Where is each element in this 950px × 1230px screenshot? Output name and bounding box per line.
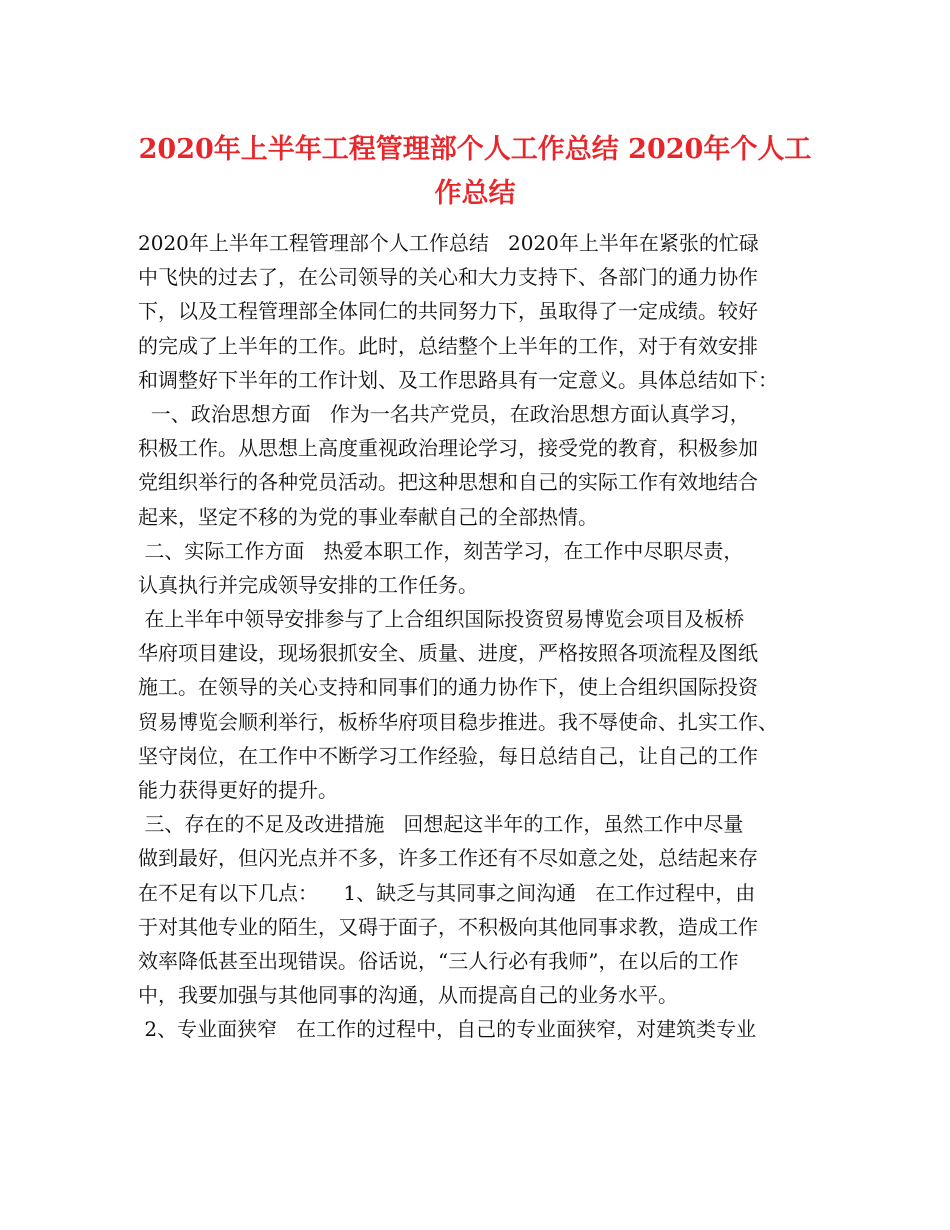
body-line: 起来，坚定不移的为党的事业奉献自己的全部热情。 [138, 504, 598, 529]
body-line: 于对其他专业的陌生，又碍于面子，不积极向其他同事求教，造成工作 [138, 914, 758, 939]
body-line: 积极工作。从思想上高度重视政治理论学习，接受党的教育，积极参加 [138, 436, 758, 461]
body-line: 贸易博览会顺利举行，板桥华府项目稳步推进。我不辱使命、扎实工作、 [138, 709, 778, 734]
body-line: 一、政治思想方面 作为一名共产党员，在政治思想方面认真学习， [138, 401, 750, 426]
body-line: 施工。在领导的关心支持和同事们的通力协作下，使上合组织国际投资 [138, 675, 758, 700]
body-line: 2020年上半年工程管理部个人工作总结 2020年上半年在紧张的忙碌 [138, 231, 759, 255]
body-line: 坚守岗位，在工作中不断学习工作经验，每日总结自己，让自己的工作 [138, 743, 758, 768]
body-line: 的完成了上半年的工作。此时，总结整个上半年的工作，对于有效安排 [138, 333, 758, 358]
body-line: 党组织举行的各种党员活动。把这种思想和自己的实际工作有效地结合 [138, 470, 758, 495]
body-line: 能力获得更好的提升。 [138, 778, 338, 802]
body-line: 和调整好下半年的工作计划、及工作思路具有一定意义。具体总结如下： [138, 367, 778, 392]
title-line-1: 2020年上半年工程管理部个人工作总结 2020年个人工 [138, 134, 812, 165]
document-title [120, 128, 830, 216]
body-line: 在上半年中领导安排参与了上合组织国际投资贸易博览会项目及板桥 [138, 607, 745, 632]
body-line: 2、专业面狭窄 在工作的过程中，自己的专业面狭窄，对建筑类专业 [138, 1017, 757, 1042]
body-line: 中，我要加强与其他同事的沟通，从而提高自己的业务水平。 [138, 983, 678, 1008]
body-line: 三、存在的不足及改进措施 回想起这半年的工作，虽然工作中尽量 [138, 812, 744, 837]
document-body [138, 226, 828, 1047]
body-line: 在不足有以下几点： 1、缺乏与其同事之间沟通 在工作过程中，由 [138, 880, 756, 905]
body-line: 认真执行并完成领导安排的工作任务。 [138, 572, 478, 597]
body-line: 下，以及工程管理部全体同仁的共同努力下，虽取得了一定成绩。较好 [138, 299, 758, 324]
body-line: 效率降低甚至出现错误。俗话说，“三人行必有我师”，在以后的工作 [138, 948, 739, 973]
body-line: 华府项目建设，现场狠抓安全、质量、进度，严格按照各项流程及图纸 [138, 641, 758, 666]
body-line: 二、实际工作方面 热爱本职工作，刻苦学习，在工作中尽职尽责， [138, 538, 744, 563]
body-line: 做到最好，但闪光点并不多，许多工作还有不尽如意之处，总结起来存 [138, 846, 758, 871]
body-line: 中飞快的过去了，在公司领导的关心和大力支持下、各部门的通力协作 [138, 265, 758, 290]
title-line-2: 作总结 [434, 178, 516, 209]
